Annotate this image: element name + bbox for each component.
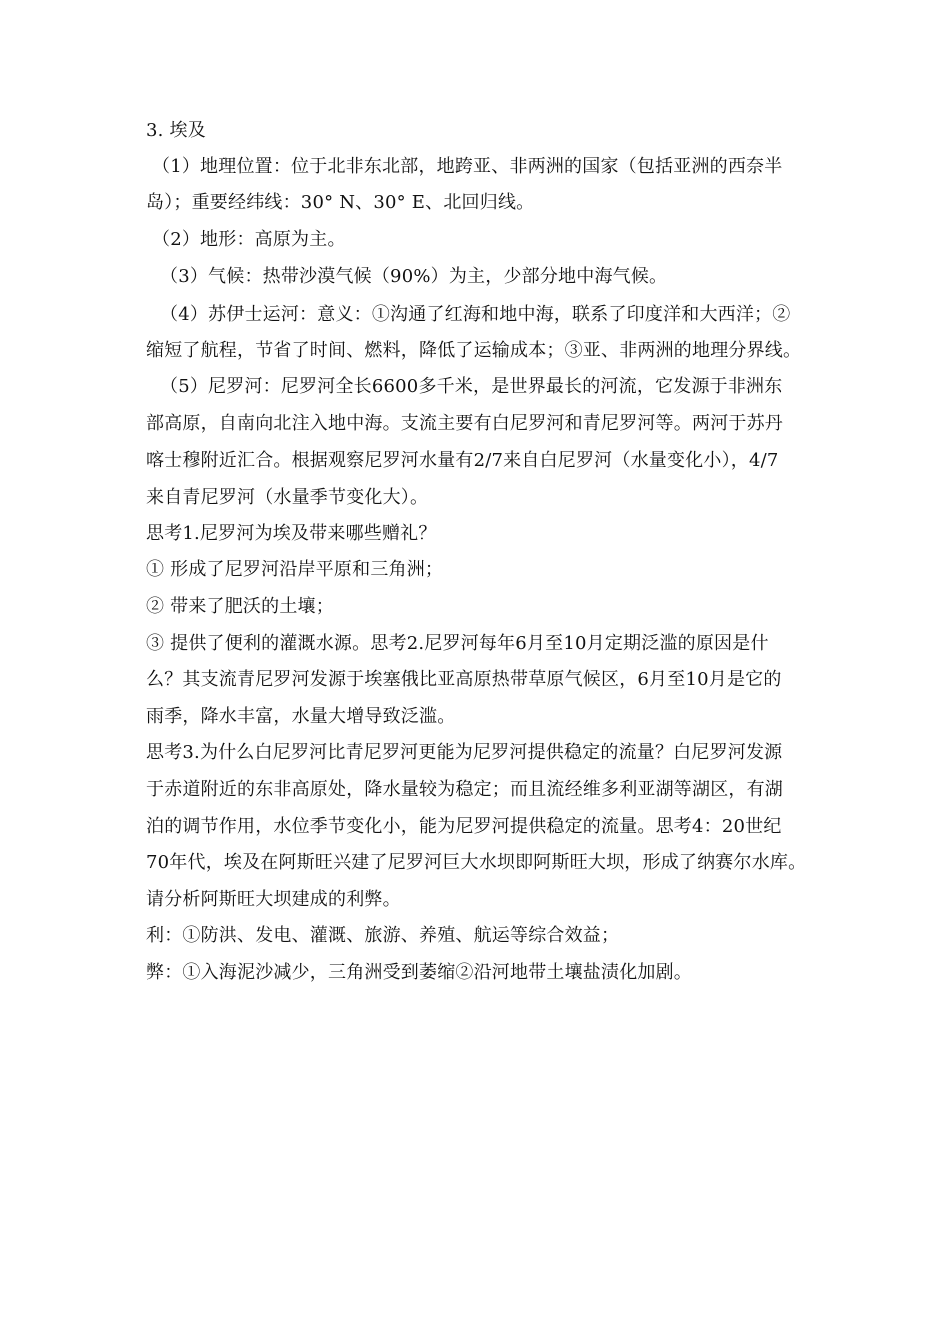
question-4-line-2: 请分析阿斯旺大坝建成的利弊。 [146,889,401,910]
disadvantages-line: 弊：①入海泥沙减少，三角洲受到萎缩②沿河地带土壤盐渍化加剧。 [146,962,692,983]
question-3-line-1: 思考3.为什么白尼罗河比青尼罗河更能为尼罗河提供稳定的流量？白尼罗河发源 [146,742,783,763]
question-2-line-1: ③ 提供了便利的灌溉水源。思考2.尼罗河每年6月至10月定期泛滥的原因是什 [146,633,769,654]
question-2-line-3: 雨季，降水丰富，水量大增导致泛滥。 [146,706,456,727]
geographic-location-line-2: 岛）；重要经纬线：30° N、30° E、北回归线。 [146,192,535,213]
question-2-line-2: 么？其支流青尼罗河发源于埃塞俄比亚高原热带草原气候区，6月至10月是它的 [146,669,782,690]
question-1-heading: 思考1.尼罗河为埃及带来哪些赠礼？ [146,523,437,544]
nile-line-4: 来自青尼罗河（水量季节变化大）。 [146,487,429,508]
nile-line-1: （5）尼罗河：尼罗河全长6600多千米，是世界最长的河流，它发源于非洲东 [160,376,783,397]
advantages-line: 利：①防洪、发电、灌溉、旅游、养殖、航运等综合效益； [146,925,620,946]
question-1-answer-1: ① 形成了尼罗河沿岸平原和三角洲； [146,559,444,580]
terrain-line: （2）地形：高原为主。 [152,229,346,250]
question-4-line-1: 70年代，埃及在阿斯旺兴建了尼罗河巨大水坝即阿斯旺大坝，形成了纳赛尔水库。 [146,852,807,873]
climate-line: （3）气候：热带沙漠气候（90%）为主，少部分地中海气候。 [160,266,668,287]
nile-line-2: 部高原，自南向北注入地中海。支流主要有白尼罗河和青尼罗河等。两河于苏丹 [146,413,783,434]
question-3-line-3: 泊的调节作用，水位季节变化小，能为尼罗河提供稳定的流量。思考4：20世纪 [146,816,782,837]
geographic-location-line-1: （1）地理位置：位于北非东北部，地跨亚、非两洲的国家（包括亚洲的西奈半 [152,156,783,177]
question-3-line-2: 于赤道附近的东非高原处，降水量较为稳定；而且流经维多利亚湖等湖区，有湖 [146,779,783,800]
nile-line-3: 喀士穆附近汇合。根据观察尼罗河水量有2/7来自白尼罗河（水量变化小），4/7 [146,450,779,471]
section-heading-egypt: 3. 埃及 [146,120,206,141]
suez-canal-line-1: （4）苏伊士运河：意义：①沟通了红海和地中海，联系了印度洋和大西洋；② [160,304,791,325]
suez-canal-line-2: 缩短了航程，节省了时间、燃料，降低了运输成本；③亚、非两洲的地理分界线。 [146,340,802,361]
question-1-answer-2: ② 带来了肥沃的土壤； [146,596,334,617]
